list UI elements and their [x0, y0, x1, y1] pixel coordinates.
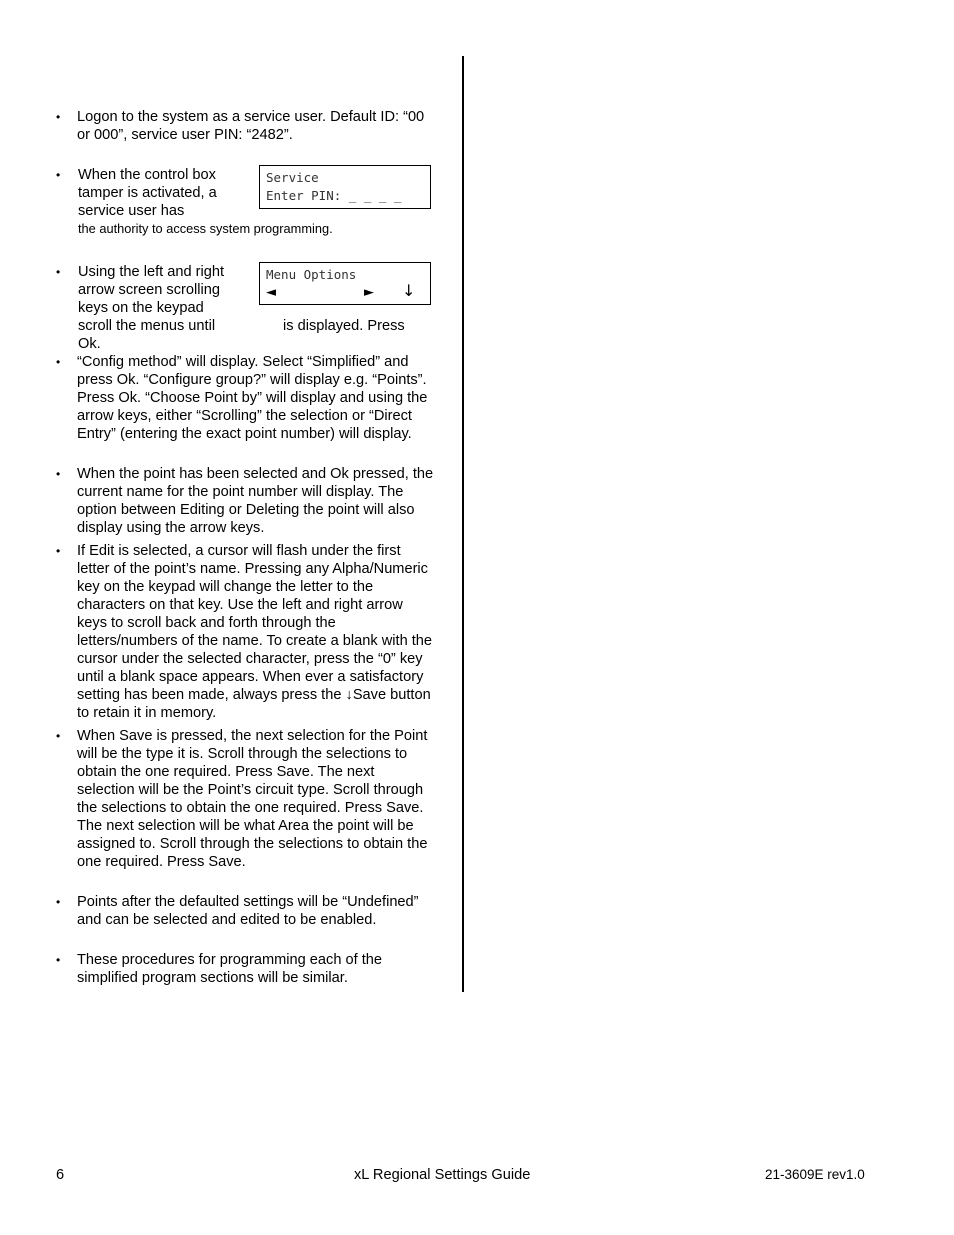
lcd-service-display [259, 165, 431, 209]
bullet-logon [56, 108, 436, 148]
bullet-text: These procedures for programming each of the simplified program sections will be similar. [77, 952, 383, 986]
down-arrow-icon: ↓ [402, 281, 416, 300]
bullet-text: Logon to the system as a service user. Default ID: “00 or 000”, service user PIN: “2482”. [77, 109, 425, 143]
lcd-line-1: Menu Options [266, 267, 357, 282]
bullet-dot: • [56, 729, 61, 743]
bullet-config-method [56, 353, 436, 463]
bullet-procedures [56, 951, 436, 991]
bullet-point-selected [56, 465, 436, 541]
lcd-line-1: Service [266, 170, 319, 185]
bullet-dot: • [56, 895, 61, 909]
lcd-line-2: Enter PIN: _ _ _ _ [266, 188, 402, 203]
bullet-text: Using the left and right arrow screen scrolling keys on the keypad scroll the menus until Ok. [78, 264, 225, 352]
bullet-dot: • [56, 265, 61, 279]
bullet-text: When Save is pressed, the next selection for the Point will be the type it is. Scroll through the selections to obtain the one required. Press Save. The next selection will be the Point’s circuit type. Scroll through the selections to obtain the one required. Press Save. The next selection will be what Area the point will be assigned to. Scroll through the selections to obtain the one required. Press Save. [77, 728, 428, 870]
right-arrow-icon: ► [364, 285, 374, 300]
page-number: 6 [56, 1167, 65, 1183]
bullet-dot: • [56, 544, 61, 558]
bullet-text: When the control box tamper is activated, a service user has [78, 167, 217, 219]
bullet-scroll-menus [56, 263, 256, 353]
bullet-dot: • [56, 953, 61, 967]
bullet-edit-selected [56, 542, 436, 726]
bullet-save-pressed [56, 727, 436, 893]
column-divider [462, 56, 464, 992]
bullet-dot: • [56, 467, 61, 481]
document-revision: 21-3609E rev1.0 [765, 1167, 865, 1182]
bullet-tamper [56, 166, 256, 222]
bullet-dot: • [56, 168, 61, 182]
bullet-dot: • [56, 110, 61, 124]
authority-line: the authority to access system programming. [78, 221, 333, 236]
bullet-text: If Edit is selected, a cursor will flash under the first letter of the point’s name. Pressing any Alpha/Numeric key on the keypad will change the letter to the characters on that key. Use the left and right arrow keys to scroll back and forth through the letters/numbers of the name. To create a blank with the cursor under the selected character, press the “0” key until a blank space appears. When ever a satisfactory setting has been made, always press the ↓Save button to retain it in memory. [77, 543, 433, 721]
bullet-text: Points after the defaulted settings will be “Undefined” and can be selected and edited to be enabled. [77, 894, 419, 928]
bullet-text: “Config method” will display. Select “Simplified” and press Ok. “Configure group?” will display e.g. “Points”. Press Ok. “Choose Point by” will display and using the arrow keys, either “Scrolling” the selection or “Direct Entry” (entering the exact point number) will display. [77, 354, 428, 442]
lcd-menu-display [259, 262, 431, 305]
document-title: xL Regional Settings Guide [354, 1167, 531, 1183]
left-arrow-icon: ◄ [266, 285, 276, 300]
bullet-undefined-points [56, 893, 436, 949]
displayed-press-text: is displayed. Press [283, 318, 405, 334]
bullet-text: When the point has been selected and Ok pressed, the current name for the point number will display. The option between Editing or Deleting the point will also display using the arrow keys. [77, 466, 434, 536]
bullet-dot: • [56, 355, 61, 369]
